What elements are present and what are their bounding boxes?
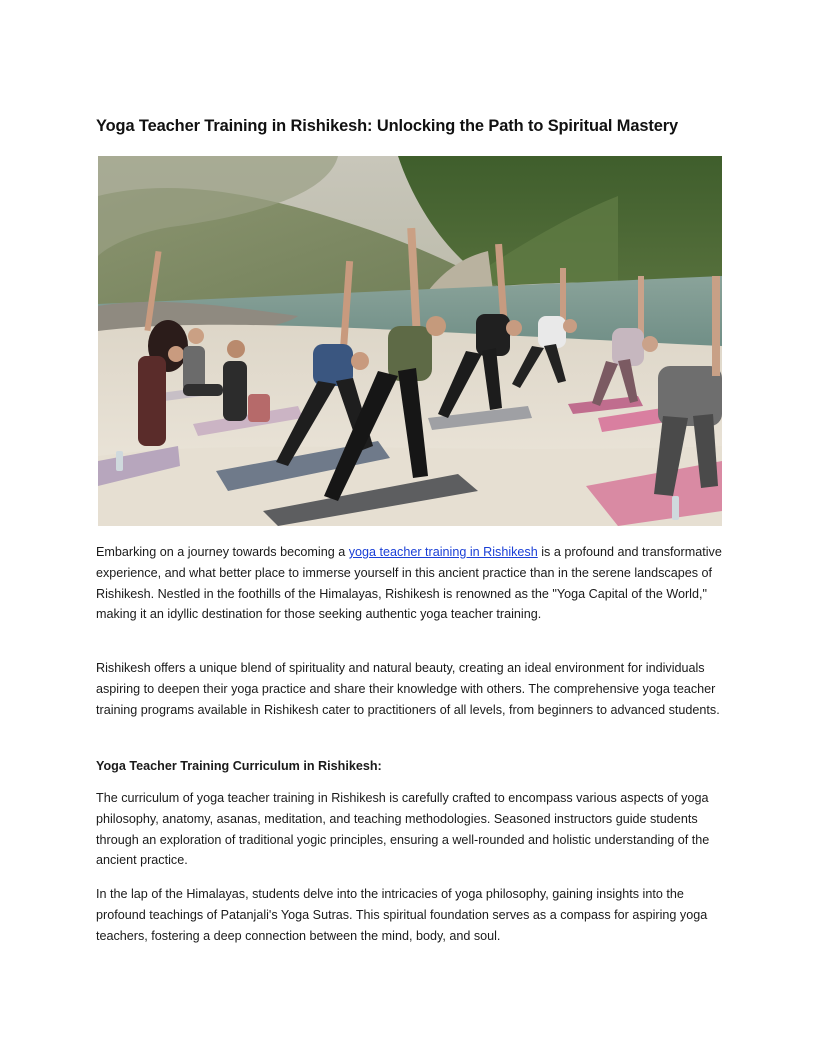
yoga-teacher-training-link[interactable]: yoga teacher training in Rishikesh: [348, 545, 538, 559]
paragraph-intro-after-link: is a profound and transformative experience, and what better place to immerse yourself in this ancient practice than in the serene landscapes of Rishikesh. Nestled in the foothills of the Himalayas, Rishikesh is renowned as the "Yoga Capital of the World," making it an idyllic destination for those seeking authentic yoga teacher training.: [96, 545, 722, 622]
section-subheading: Yoga Teacher Training Curriculum in Rishikesh:: [96, 759, 382, 773]
paragraph-rishikesh: Rishikesh offers a unique blend of spirituality and natural beauty, creating an ideal environment for individuals aspiring to deepen their yoga practice and share their knowledge with others. The comprehensive yoga teacher training programs available in Rishikesh cater to practitioners of all levels, from beginners to advanced students.: [96, 661, 720, 717]
paragraph-philosophy: In the lap of the Himalayas, students delve into the intricacies of yoga philosophy, gaining insights into the profound teachings of Patanjali's Yoga Sutras. This spiritual foundation serves as a compass for aspiring yoga teachers, fostering a deep connection between the mind, body, and soul.: [96, 887, 708, 943]
yoga-class-photo: [98, 156, 722, 526]
document-title: Yoga Teacher Training in Rishikesh: Unlocking the Path to Spiritual Mastery: [96, 117, 679, 135]
paragraph-curriculum: The curriculum of yoga teacher training in Rishikesh is carefully crafted to encompass various aspects of yoga philosophy, anatomy, asanas, meditation, and teaching methodologies. Seasoned instructors guide students through an exploration of traditional yogic principles, ensuring a well-rounded and holistic understanding of the ancient practice.: [96, 791, 710, 868]
paragraph-intro: [96, 542, 726, 625]
paragraph-intro-before-link: Embarking on a journey towards becoming a: [96, 545, 349, 559]
